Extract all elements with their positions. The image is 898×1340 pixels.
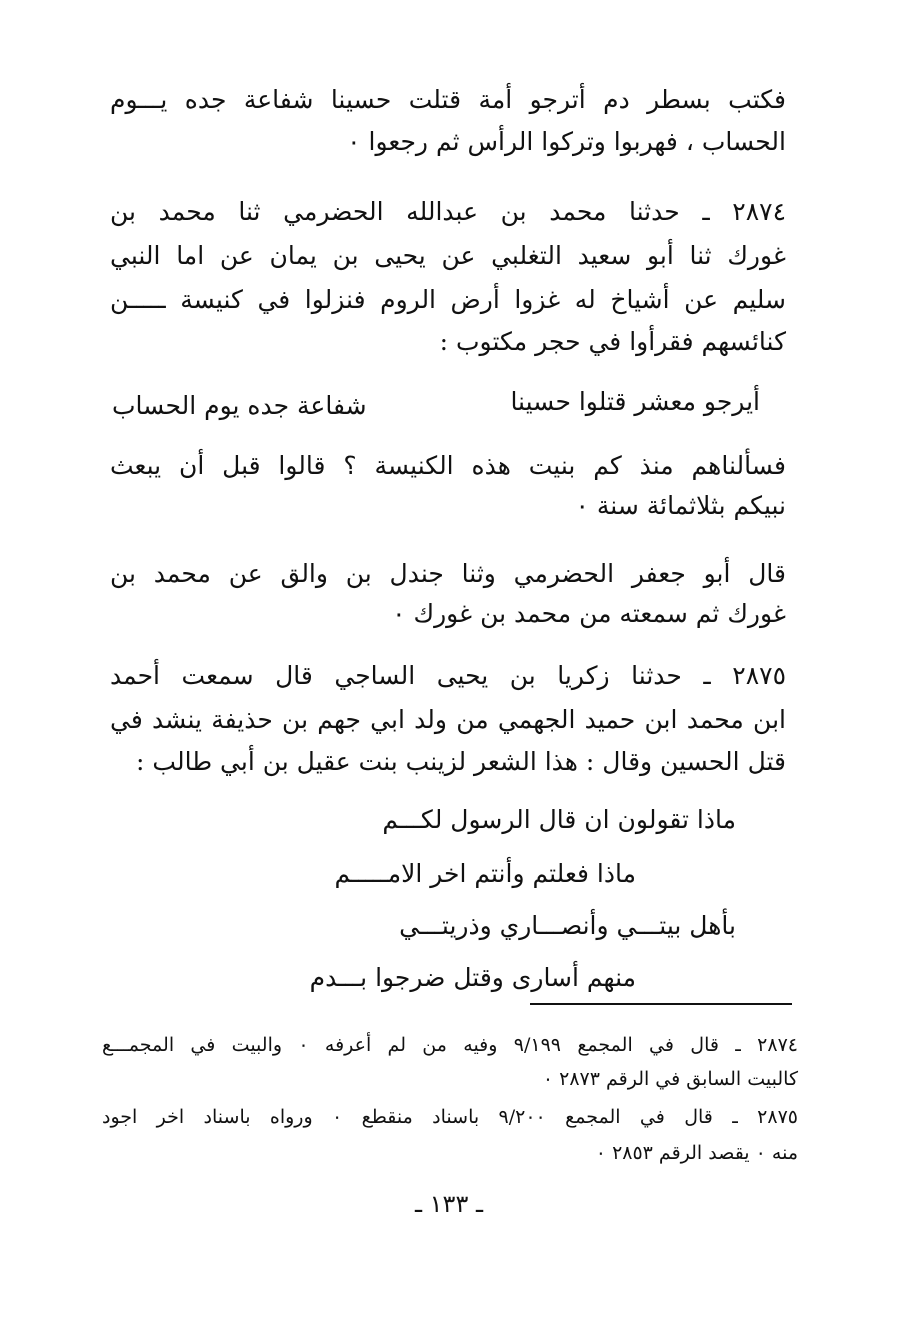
poem-line: ماذا فعلتم وأنتم اخر الامـــــم bbox=[334, 859, 636, 888]
footnote-line: ٢٨٧٤ ـ قال في المجمع ٩/١٩٩ وفيه من لم أعرفه ٠ والبيت في المجمـــع bbox=[102, 1034, 798, 1056]
text-line: فكتب بسطر دم أترجو أمة قتلت حسينا شفاعة جده يـــوم bbox=[110, 85, 786, 114]
poem-line: ماذا تقولون ان قال الرسول لكـــم bbox=[382, 805, 736, 834]
text-line: الحساب ، فهربوا وتركوا الرأس ثم رجعوا ٠ bbox=[347, 127, 786, 156]
text-line: قال أبو جعفر الحضرمي وثنا جندل بن والق عن محمد بن bbox=[110, 559, 786, 588]
text-line: نبيكم بثلاثمائة سنة ٠ bbox=[575, 491, 786, 520]
footnote-line: كالبيت السابق في الرقم ٢٨٧٣ ٠ bbox=[542, 1068, 798, 1090]
text-line: كنائسهم فقرأوا في حجر مكتوب : bbox=[439, 327, 786, 356]
text-line: غورك ثم سمعته من محمد بن غورك ٠ bbox=[392, 599, 786, 628]
poem-line: منهم أسارى وقتل ضرجوا بـــدم bbox=[309, 963, 636, 992]
text-line: غورك ثنا أبو سعيد التغلبي عن يحيى بن يمان عن اما النبي bbox=[110, 241, 786, 270]
poem-line: بأهل بيتـــي وأنصـــاري وذريتـــي bbox=[399, 911, 736, 940]
text-line: سليم عن أشياخ له غزوا أرض الروم فنزلوا في كنيسة ـــــن bbox=[110, 285, 786, 314]
footnote-divider bbox=[530, 1003, 792, 1005]
footnote-line: منه ٠ يقصد الرقم ٢٨٥٣ ٠ bbox=[595, 1142, 798, 1164]
footnote-line: ٢٨٧٥ ـ قال في المجمع ٩/٢٠٠ باسناد منقطع ٠ ورواه باسناد اخر اجود bbox=[102, 1106, 798, 1128]
page-number: ـ ١٣٣ ـ bbox=[414, 1190, 483, 1218]
text-line: ابن محمد ابن حميد الجهمي من ولد ابي جهم بن حذيفة ينشد في bbox=[110, 705, 786, 734]
text-line: قتل الحسين وقال : هذا الشعر لزينب بنت عقيل بن أبي طالب : bbox=[136, 747, 786, 776]
verse-first-hemistich: أيرجو معشر قتلوا حسينا bbox=[510, 387, 760, 416]
hadith-2874-line: ٢٨٧٤ ـ حدثنا محمد بن عبدالله الحضرمي ثنا محمد بن bbox=[110, 197, 786, 226]
hadith-2875-line: ٢٨٧٥ ـ حدثنا زكريا بن يحيى الساجي قال سمعت أحمد bbox=[110, 661, 786, 690]
verse-second-hemistich: شفاعة جده يوم الحساب bbox=[112, 391, 367, 420]
text-line: فسألناهم منذ كم بنيت هذه الكنيسة ؟ قالوا قبل أن يبعث bbox=[110, 451, 786, 480]
